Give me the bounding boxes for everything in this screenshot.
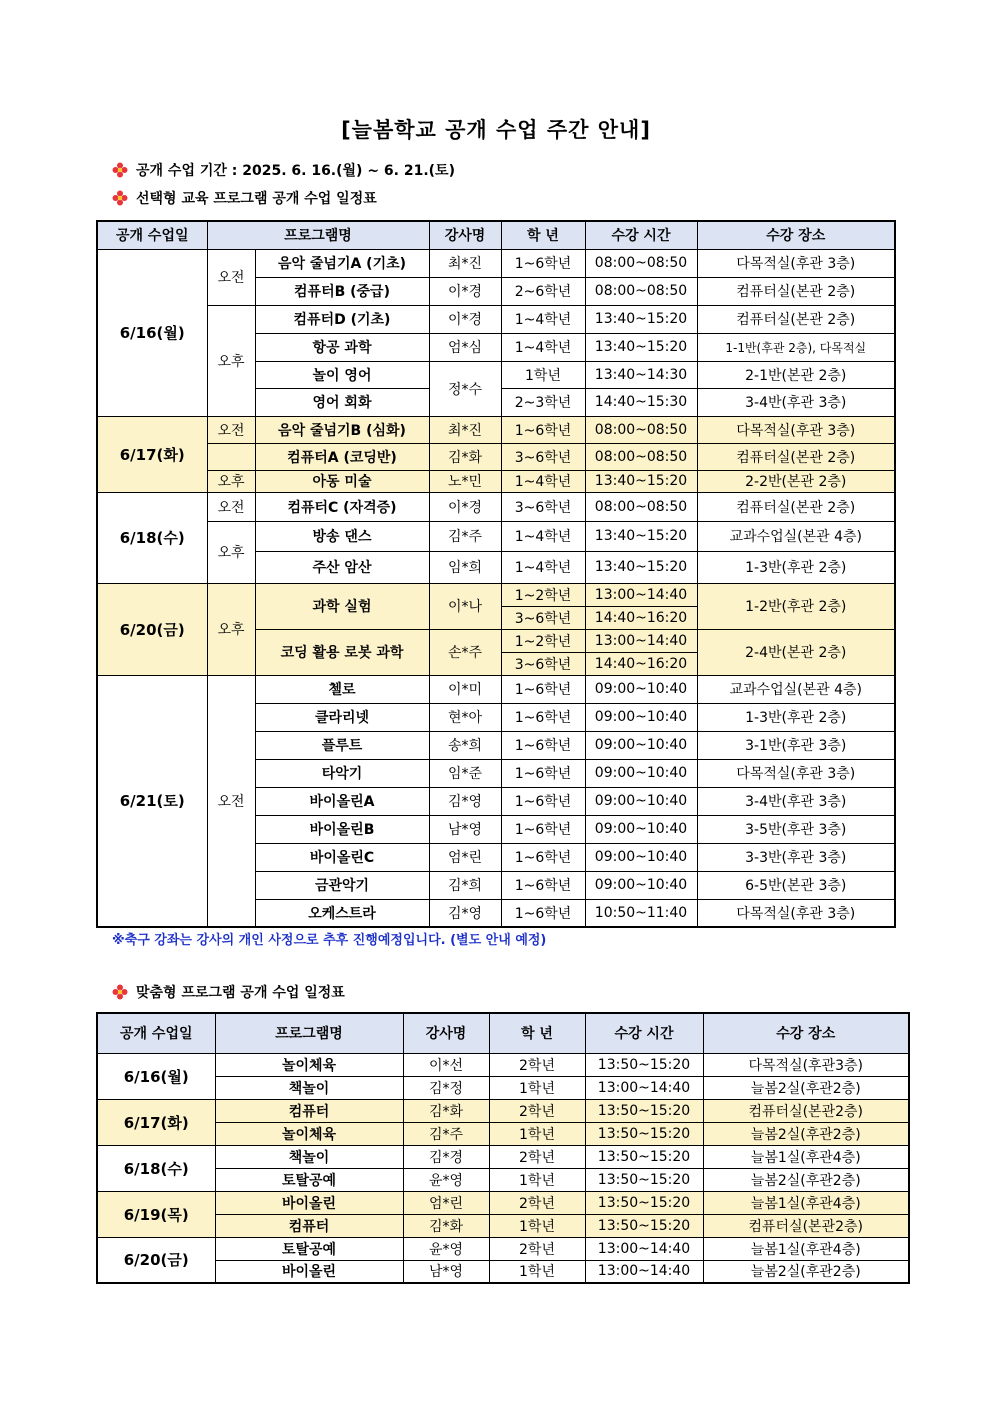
table-row <box>97 1145 909 1168</box>
place-cell: 교과수업실(본관 4층) <box>697 521 895 551</box>
grade-cell: 1~4학년 <box>501 551 585 583</box>
date-cell: 6/16(월) <box>97 249 207 416</box>
header-program: 프로그램명 <box>207 221 429 249</box>
place-cell: 컴퓨터실(본관2층) <box>703 1214 909 1237</box>
place-cell: 1-3반(후관 2층) <box>697 551 895 583</box>
table-row <box>97 1122 909 1145</box>
teacher-cell: 엄*린 <box>403 1191 489 1214</box>
time-cell: 09:00~10:40 <box>585 703 697 731</box>
program-cell: 첼로 <box>255 675 429 703</box>
teacher-cell: 임*희 <box>429 551 501 583</box>
session-cell: 오후 <box>207 470 255 492</box>
date-cell: 6/19(목) <box>97 1191 215 1237</box>
program-cell: 금관악기 <box>255 871 429 899</box>
program-cell: 주산 암산 <box>255 551 429 583</box>
table-row <box>97 470 895 492</box>
grade-cell: 2~3학년 <box>501 388 585 416</box>
session-cell: 오전 <box>207 492 255 521</box>
table-row <box>97 521 895 551</box>
grade-cell: 1~6학년 <box>501 759 585 787</box>
header-date: 공개 수업일 <box>97 221 207 249</box>
grade-cell: 2~6학년 <box>501 277 585 305</box>
time-cell: 08:00~08:50 <box>585 492 697 521</box>
time-cell: 13:50~15:20 <box>585 1191 703 1214</box>
grade-cell: 1학년 <box>489 1260 585 1283</box>
program-cell: 컴퓨터C (자격증) <box>255 492 429 521</box>
grade-cell: 1~6학년 <box>501 249 585 277</box>
grade-cell: 1~6학년 <box>501 871 585 899</box>
period-text: 공개 수업 기간 : 2025. 6. 16.(월) ~ 6. 21.(토) <box>136 163 455 179</box>
date-cell: 6/20(금) <box>97 1237 215 1283</box>
teacher-cell: 윤*영 <box>403 1168 489 1191</box>
teacher-cell: 이*경 <box>429 277 501 305</box>
teacher-cell: 이*경 <box>429 492 501 521</box>
program-cell: 토탈공예 <box>215 1168 403 1191</box>
program-cell: 컴퓨터 <box>215 1214 403 1237</box>
date-cell: 6/18(수) <box>97 492 207 583</box>
grade-cell: 3~6학년 <box>501 652 585 675</box>
time-cell: 14:40~16:20 <box>585 652 697 675</box>
place-cell: 늘봄1실(후관4층) <box>703 1191 909 1214</box>
grade-cell: 1~6학년 <box>501 731 585 759</box>
grade-cell: 2학년 <box>489 1053 585 1076</box>
place-cell: 컴퓨터실(본관 2층) <box>697 443 895 470</box>
grade-cell: 1~4학년 <box>501 305 585 333</box>
place-cell: 1-2반(후관 2층) <box>697 583 895 629</box>
selective-text: 선택형 교육 프로그램 공개 수업 일정표 <box>136 191 377 207</box>
time-cell: 09:00~10:40 <box>585 787 697 815</box>
grade-cell: 1학년 <box>489 1122 585 1145</box>
time-cell: 10:50~11:40 <box>585 899 697 927</box>
time-cell: 09:00~10:40 <box>585 815 697 843</box>
teacher-cell: 이*선 <box>403 1053 489 1076</box>
place-cell: 늘봄2실(후관2층) <box>703 1168 909 1191</box>
grade-cell: 1~6학년 <box>501 787 585 815</box>
program-cell: 책놀이 <box>215 1076 403 1099</box>
place-cell: 3-4반(후관 3층) <box>697 787 895 815</box>
time-cell: 08:00~08:50 <box>585 277 697 305</box>
teacher-cell: 정*수 <box>429 361 501 416</box>
date-cell: 6/21(토) <box>97 675 207 927</box>
time-cell: 13:40~15:20 <box>585 470 697 492</box>
teacher-cell: 노*민 <box>429 470 501 492</box>
time-cell: 09:00~10:40 <box>585 731 697 759</box>
custom-schedule-table <box>96 1012 910 1284</box>
place-cell: 다목적실(후관 3층) <box>697 249 895 277</box>
header-teacher: 강사명 <box>403 1013 489 1053</box>
teacher-cell: 송*희 <box>429 731 501 759</box>
place-cell: 늘봄2실(후관2층) <box>703 1260 909 1283</box>
table-row <box>97 492 895 521</box>
table-row <box>97 1191 909 1214</box>
teacher-cell: 김*경 <box>403 1145 489 1168</box>
time-cell: 13:40~14:30 <box>585 361 697 388</box>
flower-icon <box>112 190 128 206</box>
place-cell: 교과수업실(본관 4층) <box>697 675 895 703</box>
header-place: 수강 장소 <box>703 1013 909 1053</box>
place-cell: 3-3반(후관 3층) <box>697 843 895 871</box>
program-cell: 컴퓨터 <box>215 1099 403 1122</box>
time-cell: 13:00~14:40 <box>585 1237 703 1260</box>
program-cell: 바이올린B <box>255 815 429 843</box>
time-cell: 08:00~08:50 <box>585 249 697 277</box>
place-cell: 늘봄2실(후관2층) <box>703 1076 909 1099</box>
grade-cell: 2학년 <box>489 1191 585 1214</box>
table-row <box>97 583 895 606</box>
program-cell: 음악 줄넘기B (심화) <box>255 416 429 443</box>
place-cell: 3-4반(후관 3층) <box>697 388 895 416</box>
time-cell: 13:50~15:20 <box>585 1053 703 1076</box>
table-row <box>97 443 895 470</box>
time-cell: 13:50~15:20 <box>585 1099 703 1122</box>
table-header-row <box>97 221 895 249</box>
teacher-cell: 최*진 <box>429 249 501 277</box>
time-cell: 13:00~14:40 <box>585 583 697 606</box>
header-date: 공개 수업일 <box>97 1013 215 1053</box>
place-cell: 다목적실(후관3층) <box>703 1053 909 1076</box>
grade-cell: 1학년 <box>489 1214 585 1237</box>
teacher-cell: 임*준 <box>429 759 501 787</box>
time-cell: 09:00~10:40 <box>585 759 697 787</box>
grade-cell: 2학년 <box>489 1099 585 1122</box>
program-cell: 클라리넷 <box>255 703 429 731</box>
date-cell: 6/20(금) <box>97 583 207 675</box>
teacher-cell: 김*주 <box>403 1122 489 1145</box>
time-cell: 13:00~14:40 <box>585 1260 703 1283</box>
program-cell: 타악기 <box>255 759 429 787</box>
custom-text: 맞춤형 프로그램 공개 수업 일정표 <box>136 985 345 1001</box>
session-cell: 오후 <box>207 521 255 583</box>
time-cell: 14:40~16:20 <box>585 606 697 629</box>
custom-bullet <box>112 982 345 1002</box>
grade-cell: 1~2학년 <box>501 583 585 606</box>
table-row <box>97 305 895 333</box>
place-cell: 다목적실(후관 3층) <box>697 416 895 443</box>
grade-cell: 2학년 <box>489 1237 585 1260</box>
selective-schedule-table <box>96 220 896 928</box>
place-cell: 늘봄1실(후관4층) <box>703 1237 909 1260</box>
program-cell: 오케스트라 <box>255 899 429 927</box>
place-cell: 컴퓨터실(본관 2층) <box>697 492 895 521</box>
header-program: 프로그램명 <box>215 1013 403 1053</box>
time-cell: 14:40~15:30 <box>585 388 697 416</box>
selective-bullet <box>112 188 377 208</box>
teacher-cell: 김*영 <box>429 899 501 927</box>
time-cell: 13:50~15:20 <box>585 1145 703 1168</box>
grade-cell: 3~6학년 <box>501 606 585 629</box>
page-title: [늘봄학교 공개 수업 주간 안내] <box>341 118 651 142</box>
grade-cell: 3~6학년 <box>501 443 585 470</box>
time-cell: 13:40~15:20 <box>585 551 697 583</box>
time-cell: 08:00~08:50 <box>585 416 697 443</box>
program-cell: 코딩 활용 로봇 과학 <box>255 629 429 675</box>
teacher-cell: 김*영 <box>429 787 501 815</box>
grade-cell: 1~4학년 <box>501 521 585 551</box>
teacher-cell: 윤*영 <box>403 1237 489 1260</box>
program-cell: 컴퓨터B (중급) <box>255 277 429 305</box>
date-cell: 6/17(화) <box>97 416 207 492</box>
program-cell: 바이올린 <box>215 1191 403 1214</box>
table-row <box>97 416 895 443</box>
teacher-cell: 남*영 <box>429 815 501 843</box>
session-cell: 오후 <box>207 305 255 416</box>
grade-cell: 1~4학년 <box>501 470 585 492</box>
grade-cell: 1학년 <box>501 361 585 388</box>
table-row <box>97 1237 909 1260</box>
flower-icon <box>112 162 128 178</box>
time-cell: 09:00~10:40 <box>585 675 697 703</box>
place-cell: 컴퓨터실(본관2층) <box>703 1099 909 1122</box>
grade-cell: 1~6학년 <box>501 899 585 927</box>
teacher-cell: 최*진 <box>429 416 501 443</box>
place-cell: 1-1반(후관 2층), 다목적실 <box>697 333 895 361</box>
teacher-cell: 현*아 <box>429 703 501 731</box>
program-cell: 컴퓨터A (코딩반) <box>255 443 429 470</box>
flower-icon <box>112 984 128 1000</box>
program-cell: 놀이체육 <box>215 1122 403 1145</box>
table-row <box>97 675 895 703</box>
time-cell: 13:00~14:40 <box>585 1076 703 1099</box>
grade-cell: 1~6학년 <box>501 843 585 871</box>
date-cell: 6/17(화) <box>97 1099 215 1145</box>
teacher-cell: 이*나 <box>429 583 501 629</box>
time-cell: 13:50~15:20 <box>585 1168 703 1191</box>
notice-text: ※축구 강좌는 강사의 개인 사정으로 추후 진행예정입니다. (별도 안내 예정) <box>112 933 547 948</box>
program-cell: 영어 회화 <box>255 388 429 416</box>
time-cell: 09:00~10:40 <box>585 871 697 899</box>
time-cell: 13:40~15:20 <box>585 305 697 333</box>
program-cell: 항공 과학 <box>255 333 429 361</box>
table-row <box>97 1053 909 1076</box>
program-cell: 음악 줄넘기A (기초) <box>255 249 429 277</box>
grade-cell: 3~6학년 <box>501 492 585 521</box>
teacher-cell: 김*화 <box>429 443 501 470</box>
teacher-cell: 이*미 <box>429 675 501 703</box>
program-cell: 놀이 영어 <box>255 361 429 388</box>
place-cell: 2-2반(본관 2층) <box>697 470 895 492</box>
program-cell: 플루트 <box>255 731 429 759</box>
grade-cell: 1~2학년 <box>501 629 585 652</box>
place-cell: 늘봄1실(후관4층) <box>703 1145 909 1168</box>
place-cell: 2-1반(본관 2층) <box>697 361 895 388</box>
header-grade: 학 년 <box>489 1013 585 1053</box>
program-cell: 바이올린 <box>215 1260 403 1283</box>
grade-cell: 2학년 <box>489 1145 585 1168</box>
place-cell: 6-5반(본관 3층) <box>697 871 895 899</box>
header-time: 수강 시간 <box>585 1013 703 1053</box>
time-cell: 13:40~15:20 <box>585 333 697 361</box>
program-cell: 방송 댄스 <box>255 521 429 551</box>
time-cell: 09:00~10:40 <box>585 843 697 871</box>
grade-cell: 1~6학년 <box>501 675 585 703</box>
teacher-cell: 남*영 <box>403 1260 489 1283</box>
teacher-cell: 김*희 <box>429 871 501 899</box>
program-cell: 과학 실험 <box>255 583 429 629</box>
time-cell: 13:00~14:40 <box>585 629 697 652</box>
teacher-cell: 엄*심 <box>429 333 501 361</box>
header-teacher: 강사명 <box>429 221 501 249</box>
program-cell: 바이올린C <box>255 843 429 871</box>
table-header-row <box>97 1013 909 1053</box>
grade-cell: 1~6학년 <box>501 815 585 843</box>
program-cell: 바이올린A <box>255 787 429 815</box>
grade-cell: 1학년 <box>489 1076 585 1099</box>
table-row <box>97 1214 909 1237</box>
teacher-cell: 엄*린 <box>429 843 501 871</box>
program-cell: 컴퓨터D (기초) <box>255 305 429 333</box>
teacher-cell: 김*주 <box>429 521 501 551</box>
place-cell: 다목적실(후관 3층) <box>697 759 895 787</box>
session-cell: 오전 <box>207 416 255 443</box>
program-cell: 아동 미술 <box>255 470 429 492</box>
grade-cell: 1학년 <box>489 1168 585 1191</box>
place-cell: 3-5반(후관 3층) <box>697 815 895 843</box>
place-cell: 늘봄2실(후관2층) <box>703 1122 909 1145</box>
place-cell: 컴퓨터실(본관 2층) <box>697 277 895 305</box>
teacher-cell: 손*주 <box>429 629 501 675</box>
time-cell: 13:40~15:20 <box>585 521 697 551</box>
table-row <box>97 1099 909 1122</box>
header-place: 수강 장소 <box>697 221 895 249</box>
place-cell: 다목적실(후관 3층) <box>697 899 895 927</box>
date-cell: 6/16(월) <box>97 1053 215 1099</box>
teacher-cell: 김*정 <box>403 1076 489 1099</box>
session-cell: 오전 <box>207 675 255 927</box>
teacher-cell: 김*화 <box>403 1099 489 1122</box>
table-row <box>97 1168 909 1191</box>
program-cell: 놀이체육 <box>215 1053 403 1076</box>
teacher-cell: 이*경 <box>429 305 501 333</box>
teacher-cell: 김*화 <box>403 1214 489 1237</box>
place-cell: 3-1반(후관 3층) <box>697 731 895 759</box>
date-cell: 6/18(수) <box>97 1145 215 1191</box>
period-bullet <box>112 160 455 180</box>
header-grade: 학 년 <box>501 221 585 249</box>
table-row <box>97 1260 909 1283</box>
time-cell: 13:50~15:20 <box>585 1214 703 1237</box>
session-cell: 오전 <box>207 249 255 305</box>
grade-cell: 1~6학년 <box>501 416 585 443</box>
header-time: 수강 시간 <box>585 221 697 249</box>
grade-cell: 1~6학년 <box>501 703 585 731</box>
place-cell: 2-4반(본관 2층) <box>697 629 895 675</box>
program-cell: 토탈공예 <box>215 1237 403 1260</box>
table-row <box>97 1076 909 1099</box>
place-cell: 컴퓨터실(본관 2층) <box>697 305 895 333</box>
place-cell: 1-3반(후관 2층) <box>697 703 895 731</box>
session-cell <box>207 443 255 470</box>
session-cell: 오후 <box>207 583 255 675</box>
grade-cell: 1~4학년 <box>501 333 585 361</box>
time-cell: 13:50~15:20 <box>585 1122 703 1145</box>
time-cell: 08:00~08:50 <box>585 443 697 470</box>
program-cell: 책놀이 <box>215 1145 403 1168</box>
table-row <box>97 249 895 277</box>
